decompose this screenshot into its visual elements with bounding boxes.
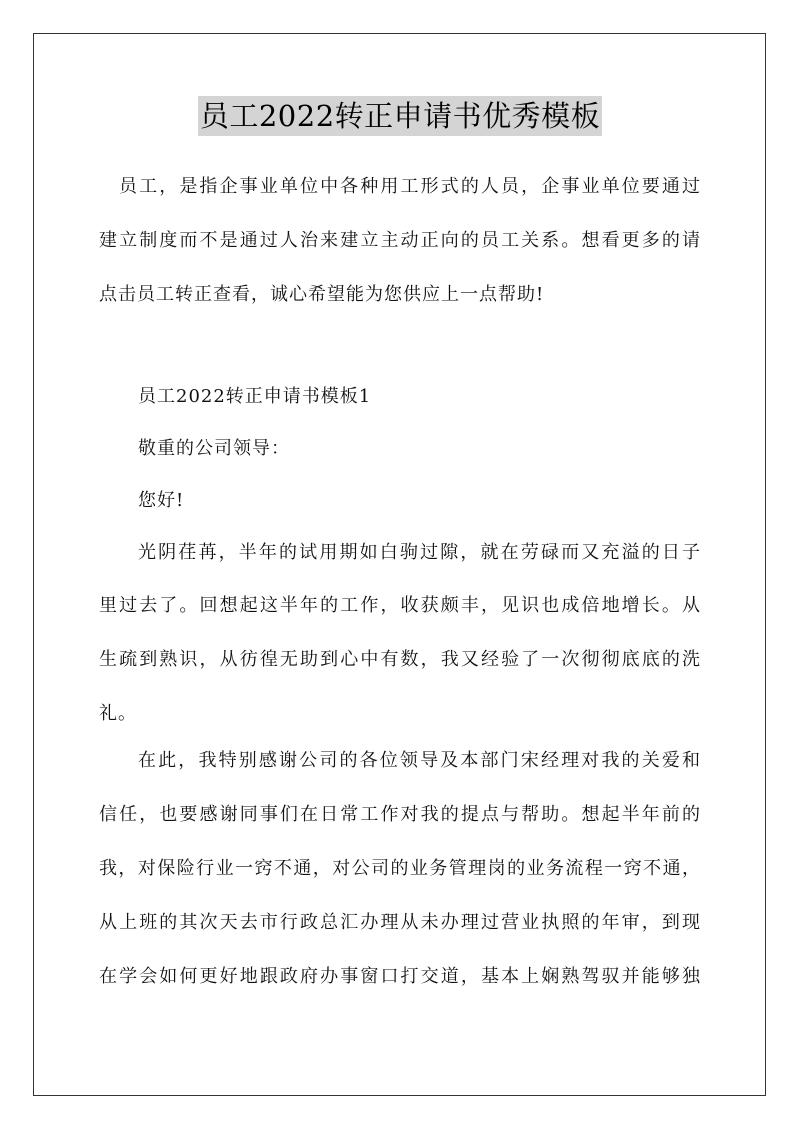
greeting: 您好! [138, 490, 185, 511]
template-heading: 员工2022转正申请书模板1 [138, 386, 372, 407]
intro-line: 员工，是指企事业单位中各种用工形式的人员，企事业单位要通过 [119, 176, 701, 197]
document-title: 员工2022转正申请书优秀模板 [198, 96, 602, 136]
title-container [0, 96, 800, 136]
paragraph-line: 光阴荏苒，半年的试用期如白驹过隙，就在劳碌而又充溢的日子 [138, 542, 701, 563]
intro-line: 建立制度而不是通过人治来建立主动正向的员工关系。想看更多的请 [99, 230, 701, 251]
paragraph-line: 里过去了。回想起这半年的工作，收获颇丰，见识也成倍地增长。从 [99, 595, 701, 616]
paragraph-line: 从上班的其次天去市行政总汇办理从未办理过营业执照的年审，到现 [99, 912, 701, 933]
paragraph-line: 在学会如何更好地跟政府办事窗口打交道，基本上娴熟驾驭并能够独 [99, 966, 701, 987]
salutation: 敬重的公司领导： [138, 438, 290, 459]
paragraph-line: 我，对保险行业一窍不通，对公司的业务管理岗的业务流程一窍不通， [99, 858, 701, 879]
paragraph-line: 信任，也要感谢同事们在日常工作对我的提点与帮助。想起半年前的 [99, 804, 701, 825]
intro-line: 点击员工转正查看，诚心希望能为您供应上一点帮助! [99, 284, 545, 305]
paragraph-line: 在此，我特别感谢公司的各位领导及本部门宋经理对我的关爱和 [138, 750, 701, 771]
paragraph-line: 礼。 [99, 703, 137, 724]
paragraph-line: 生疏到熟识，从彷徨无助到心中有数，我又经验了一次彻彻底底的洗 [99, 649, 701, 670]
